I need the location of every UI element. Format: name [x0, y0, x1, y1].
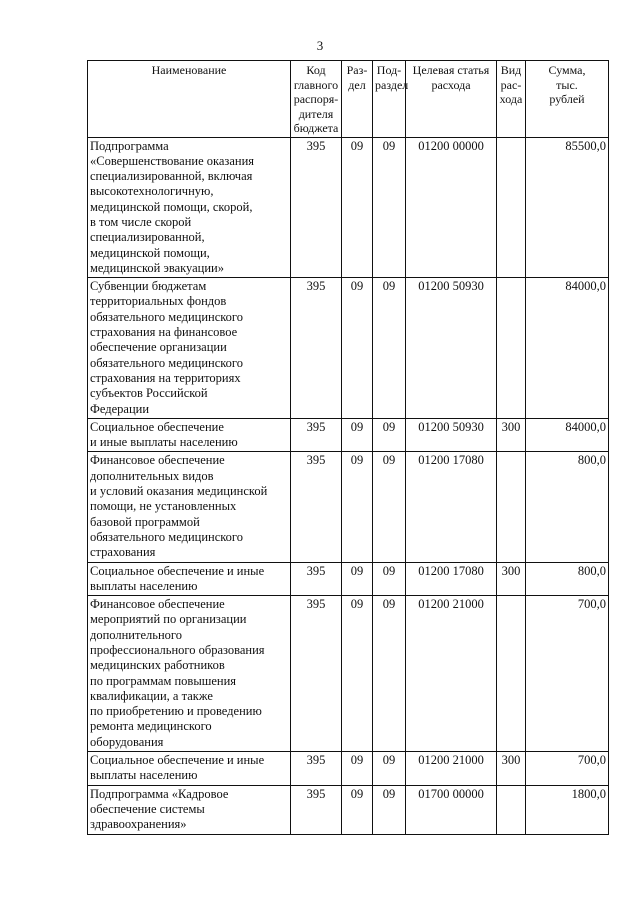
cell-article: 01200 00000 — [406, 137, 497, 278]
header-section: Раз- дел — [342, 61, 373, 138]
cell-section: 09 — [342, 278, 373, 419]
cell-article: 01200 21000 — [406, 752, 497, 786]
cell-subsection: 09 — [373, 596, 406, 752]
header-row — [88, 61, 609, 138]
header-amount: Сумма, тыс. рублей — [526, 61, 609, 138]
cell-code: 395 — [291, 596, 342, 752]
cell-amount: 800,0 — [526, 452, 609, 562]
cell-subsection: 09 — [373, 418, 406, 452]
cell-section: 09 — [342, 452, 373, 562]
cell-code: 395 — [291, 278, 342, 419]
table-row — [88, 418, 609, 452]
cell-name: Социальное обеспечение и иные выплаты населению — [88, 752, 291, 786]
budget-allocation-table — [87, 60, 609, 835]
cell-amount: 84000,0 — [526, 418, 609, 452]
cell-code: 395 — [291, 785, 342, 834]
cell-article: 01200 17080 — [406, 562, 497, 596]
cell-section: 09 — [342, 562, 373, 596]
page-number: 3 — [316, 38, 324, 53]
cell-amount: 700,0 — [526, 752, 609, 786]
cell-amount: 84000,0 — [526, 278, 609, 419]
cell-article: 01200 50930 — [406, 418, 497, 452]
cell-amount: 800,0 — [526, 562, 609, 596]
cell-section: 09 — [342, 137, 373, 278]
cell-name: Финансовое обеспечение мероприятий по организации дополнительного профессионального образования медицинских работников по программам повышения квалификации, а также по приобретению и проведению ремонта медицинского оборудования — [88, 596, 291, 752]
table-row — [88, 137, 609, 278]
cell-subsection: 09 — [373, 752, 406, 786]
cell-name: Социальное обеспечение и иные выплаты населению — [88, 562, 291, 596]
cell-code: 395 — [291, 418, 342, 452]
cell-section: 09 — [342, 752, 373, 786]
header-article: Целевая статья расхода — [406, 61, 497, 138]
cell-subsection: 09 — [373, 562, 406, 596]
cell-section: 09 — [342, 596, 373, 752]
cell-amount: 85500,0 — [526, 137, 609, 278]
header-subsection: Под- раздел — [373, 61, 406, 138]
cell-article: 01200 21000 — [406, 596, 497, 752]
cell-section: 09 — [342, 418, 373, 452]
table-body — [88, 137, 609, 834]
cell-subsection: 09 — [373, 278, 406, 419]
cell-kind: 300 — [497, 752, 526, 786]
cell-code: 395 — [291, 562, 342, 596]
table-row — [88, 785, 609, 834]
cell-code: 395 — [291, 752, 342, 786]
cell-article: 01200 17080 — [406, 452, 497, 562]
cell-kind: 300 — [497, 418, 526, 452]
cell-kind: 300 — [497, 562, 526, 596]
cell-subsection: 09 — [373, 785, 406, 834]
cell-section: 09 — [342, 785, 373, 834]
cell-name: Финансовое обеспечение дополнительных видов и условий оказания медицинской помощи, не установленных базовой программой обязательного медицинского страхования — [88, 452, 291, 562]
cell-code: 395 — [291, 452, 342, 562]
cell-name: Субвенции бюджетам территориальных фондов обязательного медицинского страхования на финансовое обеспечение организации обязательного медицинского страхования на территориях субъектов Российской Федерации — [88, 278, 291, 419]
header-kind: Вид рас- хода — [497, 61, 526, 138]
table-row — [88, 562, 609, 596]
cell-kind — [497, 785, 526, 834]
cell-subsection: 09 — [373, 137, 406, 278]
cell-article: 01200 50930 — [406, 278, 497, 419]
cell-kind — [497, 137, 526, 278]
table-header — [88, 61, 609, 138]
cell-kind — [497, 278, 526, 419]
table-row — [88, 596, 609, 752]
cell-amount: 1800,0 — [526, 785, 609, 834]
cell-kind — [497, 452, 526, 562]
cell-name: Социальное обеспечение и иные выплаты населению — [88, 418, 291, 452]
cell-article: 01700 00000 — [406, 785, 497, 834]
table-row — [88, 452, 609, 562]
table-row — [88, 752, 609, 786]
cell-name: Подпрограмма «Кадровое обеспечение системы здравоохранения» — [88, 785, 291, 834]
cell-amount: 700,0 — [526, 596, 609, 752]
table-row — [88, 278, 609, 419]
cell-kind — [497, 596, 526, 752]
cell-name: Подпрограмма «Совершенствование оказания специализированной, включая высокотехнологичную, медицинской помощи, скорой, в том числе скорой специализированной, медицинской помощи, медицинской эвакуации» — [88, 137, 291, 278]
header-code: Код главного распоря- дителя бюджета — [291, 61, 342, 138]
header-name: Наименование — [88, 61, 291, 138]
cell-subsection: 09 — [373, 452, 406, 562]
cell-code: 395 — [291, 137, 342, 278]
